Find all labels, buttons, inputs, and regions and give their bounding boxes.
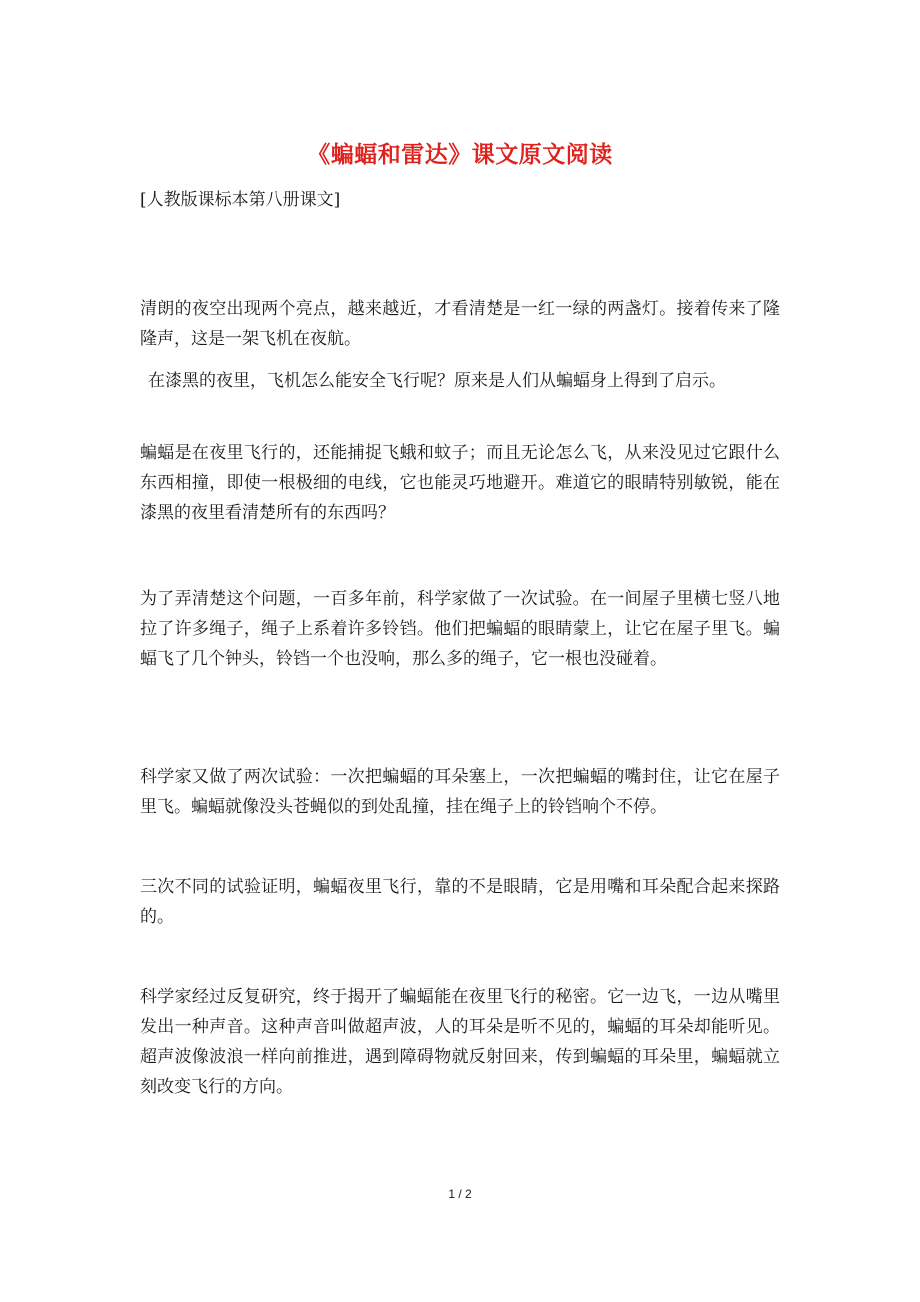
paragraph-2: 在漆黑的夜里，飞机怎么能安全飞行呢？原来是人们从蝙蝠身上得到了启示。: [148, 371, 726, 391]
source-note: [人教版课标本第八册课文]: [140, 190, 341, 210]
paragraph-6: 三次不同的试验证明，蝙蝠夜里飞行，靠的不是眼睛，它是用嘴和耳朵配合起来探路的。: [140, 877, 780, 927]
document-title: 《蝙蝠和雷达》课文原文阅读: [307, 141, 613, 168]
paragraph-5: 科学家又做了两次试验：一次把蝙蝠的耳朵塞上，一次把蝙蝠的嘴封住，让它在屋子里飞。蝙蝠就像没头苍蝇似的到处乱撞，挂在绳子上的铃铛响个不停。: [140, 767, 780, 817]
paragraph-1: 清朗的夜空出现两个亮点，越来越近，才看清楚是一红一绿的两盏灯。接着传来了隆隆声，这是一架飞机在夜航。: [140, 299, 780, 349]
page-indicator: 1 / 2: [448, 1187, 472, 1201]
paragraph-3: 蝙蝠是在夜里飞行的，还能捕捉飞蛾和蚊子；而且无论怎么飞，从来没见过它跟什么东西相撞，即使一根极细的电线，它也能灵巧地避开。难道它的眼睛特别敏锐，能在漆黑的夜里看清楚所有的东西吗？: [140, 443, 780, 523]
paragraph-4: 为了弄清楚这个问题，一百多年前，科学家做了一次试验。在一间屋子里横七竖八地拉了许多绳子，绳子上系着许多铃铛。他们把蝙蝠的眼睛蒙上，让它在屋子里飞。蝙蝠飞了几个钟头，铃铛一个也没响，那么多的绳子，它一根也没碰着。: [140, 589, 780, 669]
paragraph-7: 科学家经过反复研究，终于揭开了蝙蝠能在夜里飞行的秘密。它一边飞，一边从嘴里发出一种声音。这种声音叫做超声波，人的耳朵是听不见的，蝙蝠的耳朵却能听见。超声波像波浪一样向前推进，遇到障碍物就反射回来，传到蝙蝠的耳朵里，蝙蝠就立刻改变飞行的方向。: [140, 987, 780, 1097]
